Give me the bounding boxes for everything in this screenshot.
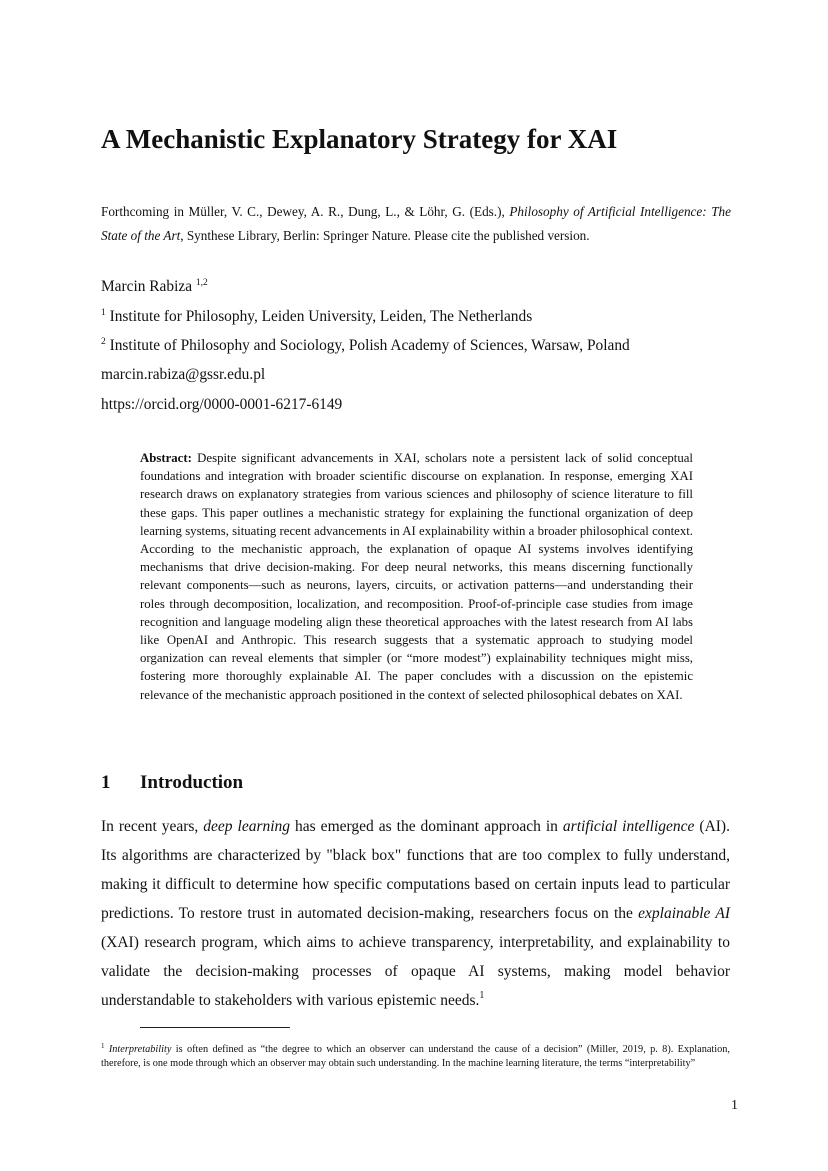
affiliation-1	[101, 307, 741, 327]
author-name: Marcin Rabiza	[101, 278, 193, 295]
intro-term-deep-learning: deep learning	[203, 818, 291, 835]
section-heading	[101, 771, 741, 795]
affiliation-1-mark: 1	[101, 308, 106, 318]
publication-note-prefix: Forthcoming in Müller, V. C., Dewey, A. R., Dung, L., & Löhr, G. (Eds.),	[101, 204, 510, 219]
affiliation-2-mark: 2	[101, 337, 106, 347]
publication-note	[101, 200, 731, 248]
affiliation-2	[101, 336, 741, 356]
intro-text-1: In recent years,	[101, 818, 204, 835]
intro-text-2: has emerged as the dominant approach in	[290, 818, 563, 835]
abstract-label: Abstract:	[140, 451, 192, 465]
footnote-text: is often defined as “the degree to which an observer can understand the cause of a decision” (Miller, 2019, p. 8). Explanation, therefore, is one mode through which an observer may obtain such understanding. In the machine learning literature, the terms “interpretability”	[101, 1044, 731, 1069]
author-orcid-link[interactable]: https://orcid.org/0000-0001-6217-6149	[101, 396, 343, 413]
abstract-text: Despite significant advancements in XAI, scholars note a persistent lack of solid conceptual foundations and integration with broader scientific discourse on explanation. In response, emerging XAI research draws on explanatory strategies from various sciences and philosophy of science literature to fill these gaps. This paper outlines a mechanistic strategy for explaining the functional organization of deep learning systems, situating recent advancements in AI explainability within a broader philosophical context. According to the mechanistic approach, the explanation of opaque AI systems involves identifying mechanisms that drive decision-making. For deep neural networks, this means discerning functionally relevant components—such as neurons, layers, circuits, or activation patterns—and understanding their roles through decomposition, localization, and recomposition. Proof-of-principle case studies from image recognition and language modeling align these theoretical approaches with the latest research from AI labs like OpenAI and Anthropic. This research suggests that a systematic approach to studying model organization can reveal elements that simpler (or “more modest”) explainability techniques might miss, fostering more thoroughly explainable AI. The paper concludes with a discussion on the epistemic relevance of the mechanistic approach positioned in the context of selected philosophical debates on XAI.	[140, 451, 693, 702]
book-title: Philosophy of Artificial Intelligence: The State of the Art	[101, 204, 731, 243]
publication-note-suffix: , Synthese Library, Berlin: Springer Nature. Please cite the published version.	[180, 228, 590, 243]
intro-text-3: (AI). Its algorithms are characterized by "black box" functions that are too complex to fully understand, making it difficult to determine how specific computations based on certain inputs lead to particular predictions. To restore trust in automated decision-making, researchers focus on the	[101, 818, 730, 922]
intro-term-ai: artificial intelligence	[562, 818, 695, 835]
footnote	[101, 1043, 730, 1071]
footnote-separator	[140, 1027, 290, 1028]
footnote-mark: 1	[101, 1042, 105, 1050]
page-number: 1	[731, 1098, 738, 1113]
intro-term-xai: explainable AI	[638, 905, 730, 922]
section-number: 1	[101, 772, 111, 793]
footnote-reference[interactable]: 1	[479, 990, 485, 1001]
affiliation-2-text: Institute of Philosophy and Sociology, Polish Academy of Sciences, Warsaw, Poland	[109, 337, 630, 354]
section-title: Introduction	[140, 772, 244, 793]
author-affiliation-marks: 1,2	[195, 278, 208, 288]
author-email[interactable]: marcin.rabiza@gssr.edu.pl	[101, 366, 266, 383]
affiliation-1-text: Institute for Philosophy, Leiden University, Leiden, The Netherlands	[109, 308, 533, 325]
intro-text-4: (XAI) research program, which aims to achieve transparency, interpretability, and explainability to validate the decision-making processes of opaque AI systems, making model behavior understandable to stakeholders with various epistemic needs.	[101, 934, 730, 1009]
introduction-paragraph	[101, 812, 730, 1015]
author-line	[101, 277, 741, 297]
abstract	[140, 449, 693, 704]
footnote-term: Interpretability	[108, 1044, 172, 1055]
paper-title: A Mechanistic Explanatory Strategy for XAI	[101, 124, 618, 154]
